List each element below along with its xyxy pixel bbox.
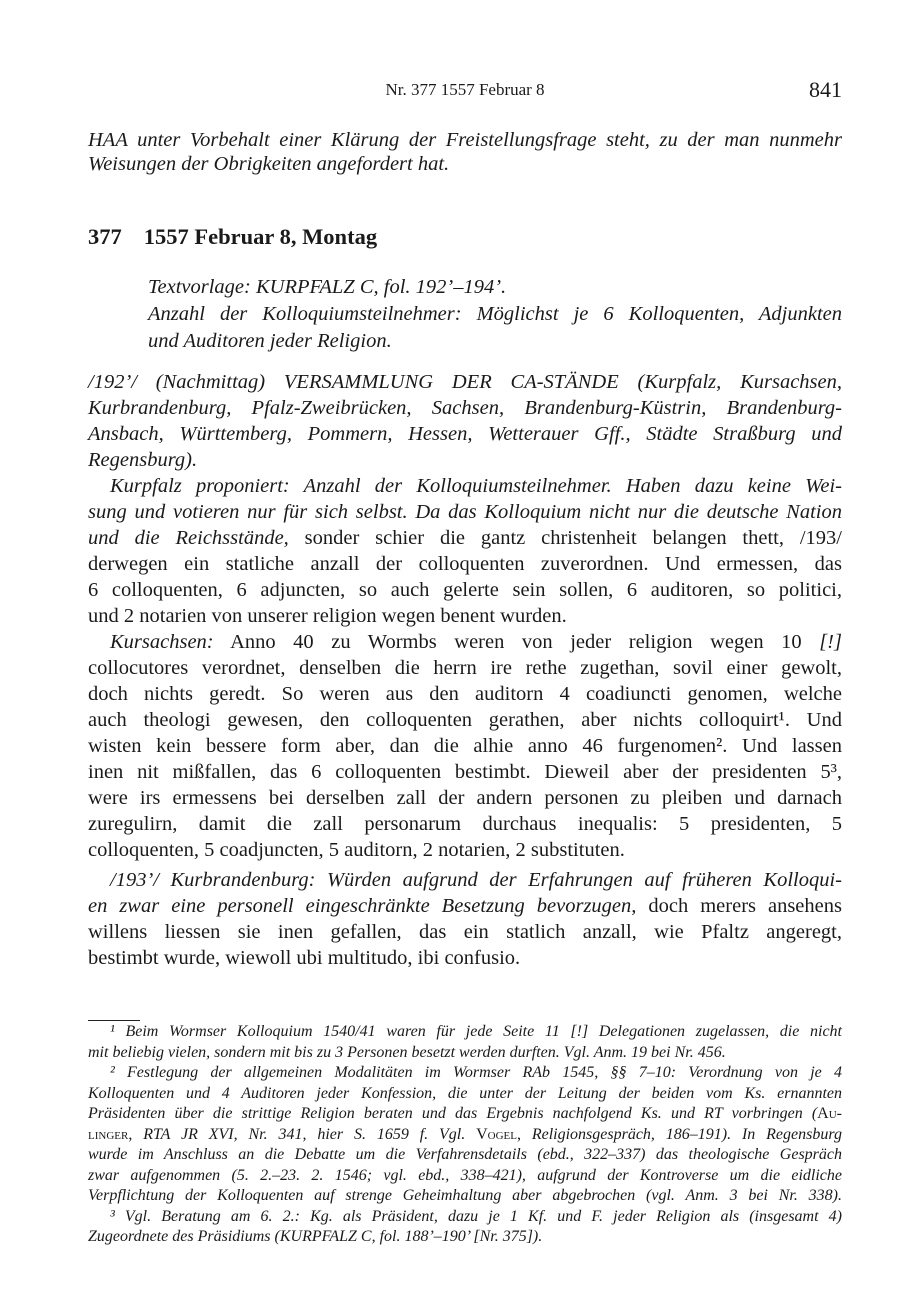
text-line bbox=[88, 396, 842, 420]
text-line bbox=[88, 128, 842, 152]
text-segment: en zwar eine personell eingeschränkte Besetzung bevorzugen, bbox=[88, 895, 637, 917]
text-segment: ¹ Beim Wormser Kolloquium 1540/41 waren für jede Seite 11 [!] Delegationen zugelassen, die nicht bbox=[110, 1023, 842, 1040]
text-line bbox=[88, 812, 842, 836]
text-segment: Weisungen der Obrigkeiten angefordert hat. bbox=[88, 153, 450, 175]
text-segment: Kolloquenten und 4 Auditoren jeder Konfession, die unter der Leitung der beiden vom Ks. ernannten bbox=[88, 1084, 842, 1102]
footnote-line bbox=[110, 1063, 842, 1082]
author-name: Vogel, bbox=[476, 1125, 521, 1143]
footnote-line bbox=[88, 1043, 842, 1062]
text-segment: zuregulirn, damit die zall personarum durchaus inequalis: 5 presidenten, 5 bbox=[88, 813, 842, 835]
text-segment: inen nit mißfallen, das 6 colloquenten bestimbt. Dieweil aber der presidenten 5³, bbox=[88, 761, 842, 783]
text-segment: wisten kein bessere form aber, dan die alhie anno 46 furgenomen². Und lassen bbox=[88, 735, 842, 757]
text-segment: /192’/ (Nachmittag) VERSAMMLUNG DER CA-STÄNDE (Kurpfalz, Kursachsen, bbox=[88, 371, 842, 393]
running-header: Nr. 377 1557 Februar 8 bbox=[385, 80, 545, 99]
text-segment: collocutores verordnet, denselben die herrn ire rethe zugethan, sovil einer gewolt, bbox=[88, 657, 842, 679]
text-segment: bestimbt wurde, wiewoll ubi multitudo, ibi confusio. bbox=[88, 947, 521, 969]
text-line bbox=[88, 838, 842, 862]
text-line bbox=[88, 152, 842, 176]
text-segment: Ansbach, Württemberg, Pommern, Hessen, Wetterauer Gff., Städte Straßburg und bbox=[88, 423, 842, 445]
document-number: 377 bbox=[88, 224, 122, 249]
text-line bbox=[88, 526, 842, 550]
text-line bbox=[88, 894, 842, 918]
text-segment: Kurbrandenburg, Pfalz-Zweibrücken, Sachsen, Brandenburg-Küstrin, Brandenburg- bbox=[88, 397, 842, 419]
text-line bbox=[88, 656, 842, 680]
text-line bbox=[88, 500, 842, 524]
text-line bbox=[148, 302, 842, 326]
text-segment: HAA unter Vorbehalt einer Klärung der Freistellungsfrage steht, zu der man nunmehr bbox=[88, 129, 842, 151]
text-line bbox=[88, 552, 842, 576]
text-line bbox=[110, 630, 842, 654]
text-segment: Kursachsen: bbox=[110, 631, 214, 653]
text-line bbox=[88, 708, 842, 732]
text-segment: und 2 notarien von unserer religion wegen benent wurden. bbox=[88, 605, 567, 627]
text-line bbox=[88, 946, 842, 970]
text-segment: sung und votieren nur für sich selbst. Da das Kolloquium nicht nur die deutsche Nation bbox=[88, 501, 842, 523]
text-segment: doch nichts geredt. So weren aus den auditorn 4 coadiuncti genomen, welche bbox=[88, 683, 842, 705]
text-segment: sonder schier die gantz christenheit belangen thett, /193/ bbox=[288, 527, 842, 549]
text-segment: ² Festlegung der allgemeinen Modalitäten im Wormser RAb 1545, §§ 7–10: Verordnung von je 4 bbox=[110, 1064, 842, 1081]
footnote-line bbox=[88, 1227, 842, 1246]
text-segment: und Auditoren jeder Religion. bbox=[148, 330, 392, 352]
footnote-line bbox=[88, 1186, 842, 1205]
text-segment: derwegen ein statliche anzall der colloquenten zuverordnen. Und ermessen, das bbox=[88, 553, 842, 575]
text-segment: Präsidenten über die strittige Religion beraten und das Ergebnis nachfolgend Ks. und RT vorbringen ( bbox=[88, 1105, 818, 1122]
footnote-line bbox=[88, 1166, 842, 1185]
text-line bbox=[148, 329, 842, 353]
text-line bbox=[88, 734, 842, 758]
text-line bbox=[88, 682, 842, 706]
text-line bbox=[88, 760, 842, 784]
text-segment: doch merers ansehens bbox=[636, 895, 842, 917]
text-segment: RTA JR XVI, Nr. 341, hier S. 1659 f. Vgl. bbox=[132, 1125, 477, 1143]
text-segment: colloquenten, 5 coadjuncten, 5 auditorn, 2 notarien, 2 substituten. bbox=[88, 839, 625, 861]
text-segment: Regensburg). bbox=[88, 449, 198, 471]
text-line bbox=[88, 448, 842, 472]
text-segment: [!] bbox=[819, 631, 842, 653]
text-line bbox=[88, 370, 842, 394]
text-segment: und die Reichsstände, bbox=[88, 527, 289, 549]
text-segment: Zugeordnete des Präsidiums (KURPFALZ C, fol. 188’–190’ [Nr. 375]). bbox=[88, 1228, 543, 1245]
footnote-line bbox=[88, 1125, 842, 1144]
text-line bbox=[88, 422, 842, 446]
footnote-line bbox=[88, 1104, 842, 1123]
document-title: 1557 Februar 8, Montag bbox=[143, 224, 378, 249]
text-line bbox=[110, 868, 842, 892]
text-segment: zwar aufgenommen (5. 2.–23. 2. 1546; vgl. ebd., 338–421), aufgrund der Kontroverse um die eidliche bbox=[88, 1166, 842, 1184]
document-heading bbox=[88, 224, 377, 250]
text-segment: auch theologi gewesen, den colloquenten gerathen, aber nichts colloquirt¹. Und bbox=[88, 709, 842, 731]
text-segment: Anno 40 zu Wormbs weren von jeder religion wegen 10 bbox=[213, 631, 820, 653]
text-segment: 6 colloquenten, 6 adjuncten, so auch gelerte sein sollen, 6 auditoren, so politici, bbox=[88, 579, 842, 601]
text-segment: ³ Vgl. Beratung am 6. 2.: Kg. als Präsident, dazu je 1 Kf. und F. jeder Religion als (insgesamt 4) bbox=[110, 1207, 842, 1225]
author-name: linger, bbox=[88, 1125, 133, 1143]
text-line bbox=[88, 786, 842, 810]
text-line bbox=[110, 474, 842, 498]
footnote-line bbox=[110, 1207, 842, 1226]
footnote-separator bbox=[88, 1020, 140, 1021]
text-segment: willens liessen sie inen gefallen, das ein statlich anzall, wie Pfaltz angeregt, bbox=[88, 921, 842, 943]
author-name: Au- bbox=[817, 1105, 842, 1122]
text-segment: Kurpfalz proponiert: Anzahl der Kolloquiumsteilnehmer. Haben dazu keine Wei- bbox=[110, 475, 842, 497]
text-line bbox=[88, 578, 842, 602]
text-segment: Anzahl der Kolloquiumsteilnehmer: Möglichst je 6 Kolloquenten, Adjunkten bbox=[148, 303, 842, 325]
text-segment: /193’/ Kurbrandenburg: Würden aufgrund der Erfahrungen auf früheren Kolloqui- bbox=[110, 869, 842, 891]
text-segment: Textvorlage: KURPFALZ C, fol. 192’–194’. bbox=[148, 276, 507, 298]
text-segment: wurde im Anschluss an die Debatte um die Verfahrensdetails (ebd., 322–337) das theologische Gespräch bbox=[88, 1146, 842, 1163]
text-segment: Verpflichtung der Kolloquenten auf strenge Geheimhaltung aber abgebrochen (vgl. Anm. 3 bei Nr. 338). bbox=[88, 1187, 842, 1204]
text-line bbox=[148, 275, 842, 299]
text-segment: mit beliebig vielen, sondern mit bis zu 3 Personen besetzt werden durften. Vgl. Anm. 19 bei Nr. 456. bbox=[88, 1043, 726, 1061]
footnote-line bbox=[110, 1022, 842, 1041]
footnote-line bbox=[88, 1084, 842, 1103]
text-segment: Religionsgespräch, 186–191). In Regensburg bbox=[520, 1125, 842, 1143]
text-line bbox=[88, 920, 842, 944]
text-line bbox=[88, 604, 842, 628]
footnote-line bbox=[88, 1145, 842, 1164]
text-segment: were irs ermessens bei derselben zall der andern personen zu pleiben und darnach bbox=[88, 787, 842, 809]
page-number: 841 bbox=[809, 77, 842, 102]
